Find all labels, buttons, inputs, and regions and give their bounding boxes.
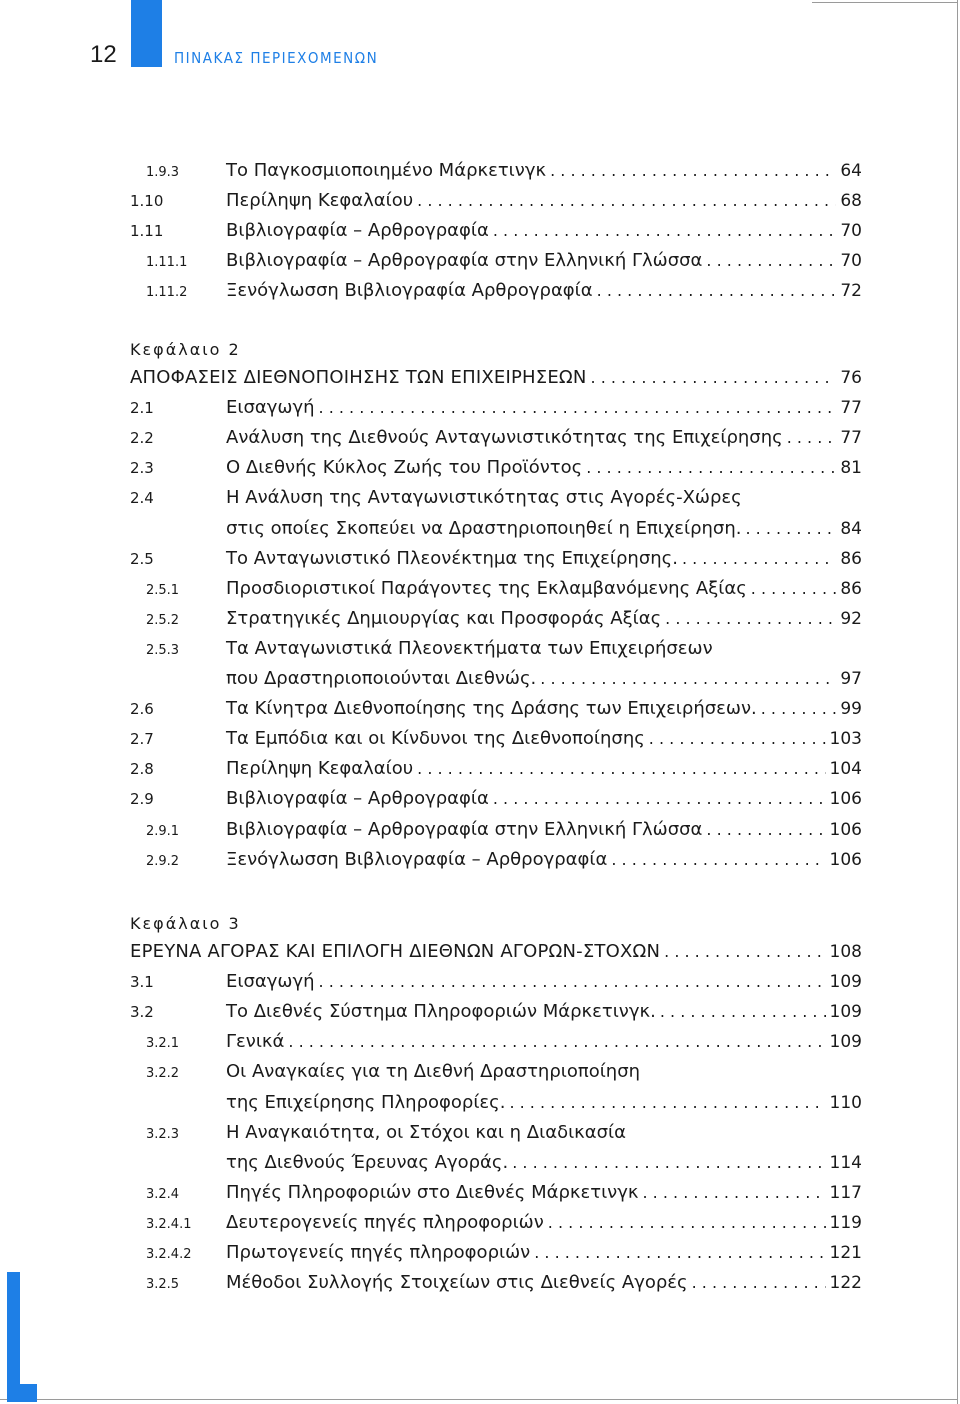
dot-leader	[512, 1148, 825, 1178]
toc-entry	[130, 216, 862, 246]
entry-title: Περίληψη Κεφαλαίου	[226, 190, 414, 212]
toc-entry	[130, 1238, 862, 1268]
dot-leader	[586, 453, 836, 483]
entry-page: 84	[840, 518, 862, 539]
dot-leader	[417, 754, 825, 784]
chapter-heading	[130, 363, 862, 393]
dot-leader	[548, 1208, 826, 1238]
entry-title: Η Ανάλυση της Ανταγωνιστικότητας στις Αγορές-Χώρες	[226, 487, 742, 509]
entry-title: Οι Αναγκαίες για τη Διεθνή Δραστηριοποίηση	[226, 1061, 641, 1083]
entry-page: 77	[840, 428, 862, 449]
entry-page: 97	[840, 669, 862, 689]
entry-page: 122	[829, 1273, 862, 1294]
entry-number: 2.5	[130, 549, 154, 568]
entry-page: 104	[829, 759, 862, 780]
entry-title: Βιβλιογραφία – Αρθρογραφία στην Ελληνική Γλώσσα	[226, 250, 703, 272]
entry-number: 3.2.4.1	[146, 1216, 192, 1232]
chapter-heading-page: 76	[840, 368, 862, 388]
dot-leader	[665, 604, 836, 634]
toc-entry	[130, 1027, 862, 1057]
frame-top-line	[812, 2, 958, 3]
toc-entry	[130, 604, 862, 634]
dot-leader	[611, 845, 825, 875]
entry-number: 3.1	[130, 973, 154, 992]
entry-number: 2.9.2	[146, 853, 180, 869]
entry-title: Βιβλιογραφία – Αρθρογραφία	[226, 220, 489, 242]
dot-leader	[319, 967, 826, 997]
entry-title: Ανάλυση της Διεθνούς Ανταγωνιστικότητας της Επιχείρησης	[226, 427, 783, 449]
toc-entry	[130, 186, 862, 216]
dot-leader	[540, 664, 836, 694]
entry-page: 110	[829, 1092, 862, 1113]
entry-title: Η Αναγκαιότητα, οι Στόχοι και η Διαδικασία	[226, 1121, 627, 1143]
toc-entry	[130, 276, 862, 306]
entry-page: 99	[840, 699, 862, 720]
entry-page: 114	[829, 1152, 862, 1173]
entry-number: 2.1	[130, 399, 154, 418]
entry-number: 1.10	[130, 192, 164, 211]
entry-page: 103	[829, 729, 862, 750]
dot-leader	[319, 393, 837, 423]
entry-page: 86	[840, 578, 862, 599]
toc-entry	[130, 574, 862, 604]
entry-number: 1.11.2	[146, 285, 188, 301]
entry-number: 2.5.1	[146, 582, 180, 598]
dot-leader	[787, 423, 837, 453]
entry-number: 2.3	[130, 459, 154, 478]
toc-entry	[130, 1057, 862, 1087]
toc-entry	[130, 815, 862, 845]
toc-entry	[130, 483, 862, 513]
toc-entry	[130, 784, 862, 814]
dot-leader	[706, 246, 836, 276]
dot-leader	[643, 1178, 826, 1208]
dot-leader	[761, 694, 837, 724]
corner-accent-horizontal	[7, 1384, 37, 1402]
entry-page: 109	[829, 1032, 862, 1053]
chapter-heading	[130, 937, 862, 967]
dot-leader	[751, 574, 837, 604]
chapter-label: Κεφάλαιο 2	[130, 340, 241, 359]
frame-bottom-line	[0, 1399, 958, 1400]
dot-leader	[597, 276, 837, 306]
entry-title: Τα Κίνητρα Διεθνοποίησης της Δράσης των Επιχειρήσεων.	[226, 698, 757, 720]
chapter-heading-page: 108	[829, 942, 862, 962]
entry-title: Πηγές Πληροφοριών στο Διεθνές Μάρκετινγκ	[226, 1181, 639, 1203]
toc-entry	[130, 423, 862, 453]
entry-title: Ξενόγλωσση Βιβλιογραφία – Αρθρογραφία	[226, 848, 608, 870]
dot-leader	[591, 363, 837, 393]
dot-leader	[534, 1238, 825, 1268]
entry-title: Πρωτογενείς πηγές πληροφοριών	[226, 1242, 531, 1263]
entry-title: Το Παγκοσμιοποιημένο Μάρκετινγκ	[226, 160, 547, 181]
dot-leader	[692, 1268, 826, 1298]
entry-title: Το Διεθνές Σύστημα Πληροφοριών Μάρκετινγκ.	[226, 1001, 656, 1023]
entry-title: Ξενόγλωσση Βιβλιογραφία Αρθρογραφία	[226, 280, 593, 302]
entry-number: 3.2.4.2	[146, 1247, 192, 1262]
entry-page: 92	[840, 608, 862, 629]
entry-page: 109	[829, 972, 862, 993]
entry-page: 81	[840, 458, 862, 479]
entry-number: 3.2.5	[146, 1277, 180, 1293]
dot-leader	[682, 544, 836, 574]
toc-entry	[130, 1178, 862, 1208]
page-number: 12	[90, 41, 117, 68]
chapter-label: Κεφάλαιο 3	[130, 914, 241, 933]
dot-leader	[509, 1088, 825, 1118]
dot-leader	[493, 784, 826, 814]
entry-title: Δευτερογενείς πηγές πληροφοριών	[226, 1211, 544, 1233]
toc-entry	[130, 694, 862, 724]
dot-leader	[664, 937, 825, 967]
dot-leader	[493, 216, 836, 246]
header-title: ΠΙΝΑΚΑΣ ΠΕΡΙΕΧΟΜΕΝΩΝ	[174, 49, 379, 67]
entry-number: 2.4	[130, 489, 154, 508]
entry-number: 2.6	[130, 700, 154, 719]
toc-entry	[130, 1118, 862, 1148]
entry-page: 119	[829, 1212, 862, 1233]
entry-number: 1.9.3	[146, 165, 180, 180]
toc-entry	[130, 1268, 862, 1298]
entry-number: 2.2	[130, 429, 154, 448]
entry-number: 3.2.3	[146, 1126, 180, 1142]
entry-title: Προσδιοριστικοί Παράγοντες της Εκλαμβανόμενης Αξίας	[226, 577, 747, 599]
toc-entry	[130, 997, 862, 1027]
dot-leader	[288, 1027, 825, 1057]
toc-entry	[130, 544, 862, 574]
entry-page: 121	[829, 1243, 862, 1263]
chapter-heading-title: ΕΡΕΥΝΑ ΑΓΟΡΑΣ ΚΑΙ ΕΠΙΛΟΓΗ ΔΙΕΘΝΩΝ ΑΓΟΡΩΝ-ΣΤΟΧΩΝ	[130, 941, 661, 962]
entry-number: 2.5.3	[146, 642, 180, 658]
entry-page: 70	[840, 251, 862, 272]
toc-entry	[130, 634, 862, 664]
dot-leader	[660, 997, 826, 1027]
entry-title: Ο Διεθνής Κύκλος Ζωής του Προϊόντος	[226, 457, 583, 479]
frame-right-line	[957, 0, 958, 1404]
entry-number: 2.8	[130, 760, 154, 779]
entry-number: 1.11	[130, 222, 164, 241]
dot-leader	[550, 156, 836, 186]
toc-entry	[130, 664, 862, 694]
entry-number: 3.2.2	[146, 1066, 180, 1082]
entry-page: 109	[829, 1002, 862, 1023]
entry-title: της Επιχείρησης Πληροφορίες.	[226, 1091, 506, 1113]
entry-page: 86	[840, 548, 862, 569]
toc-entry	[130, 724, 862, 754]
entry-page: 106	[829, 789, 862, 810]
entry-page: 117	[829, 1182, 862, 1203]
toc-entry	[130, 845, 862, 875]
toc-entry	[130, 246, 862, 276]
toc-entry	[130, 156, 862, 186]
toc-entry	[130, 453, 862, 483]
entry-number: 2.5.2	[146, 612, 180, 628]
toc-entry	[130, 1088, 862, 1118]
entry-number: 3.2.1	[146, 1036, 180, 1052]
entry-title: Τα Ανταγωνιστικά Πλεονεκτήματα των Επιχειρήσεων	[226, 637, 713, 659]
entry-number: 1.11.1	[146, 255, 188, 271]
chapter-heading-title: ΑΠΟΦΑΣΕΙΣ ΔΙΕΘΝΟΠΟΙΗΣΗΣ ΤΩΝ ΕΠΙΧΕΙΡΗΣΕΩΝ	[130, 367, 587, 388]
entry-page: 70	[840, 221, 862, 242]
dot-leader	[745, 514, 836, 544]
entry-page: 106	[829, 849, 862, 870]
entry-page: 106	[829, 819, 862, 840]
entry-number: 3.2	[130, 1003, 154, 1022]
entry-number: 2.9.1	[146, 823, 180, 839]
entry-page: 68	[840, 191, 862, 212]
entry-number: 3.2.4	[146, 1186, 180, 1202]
entry-number: 2.9	[130, 790, 154, 809]
entry-title: Το Ανταγωνιστικό Πλεονέκτημα της Επιχείρησης.	[226, 547, 678, 569]
entry-page: 72	[840, 281, 862, 302]
dot-leader	[706, 815, 825, 845]
toc-entry	[130, 1208, 862, 1238]
toc-entry	[130, 1148, 862, 1178]
entry-page: 64	[840, 161, 862, 181]
entry-page: 77	[840, 398, 862, 419]
entry-title: Στρατηγικές Δημιουργίας και Προσφοράς Αξίας	[226, 607, 662, 629]
toc-entry	[130, 754, 862, 784]
corner-accent-vertical	[7, 1272, 20, 1402]
entry-title: Τα Εμπόδια και οι Κίνδυνοι της Διεθνοποίησης	[226, 728, 645, 750]
entry-title: που Δραστηριοποιούνται Διεθνώς.	[226, 668, 537, 689]
toc-entry	[130, 514, 862, 544]
entry-title: Περίληψη Κεφαλαίου	[226, 758, 414, 780]
toc-entry	[130, 967, 862, 997]
entry-title: Βιβλιογραφία – Αρθρογραφία	[226, 788, 489, 810]
entry-title: Εισαγωγή	[226, 397, 315, 419]
entry-title: στις οποίες Σκοπεύει να Δραστηριοποιηθεί η Επιχείρηση.	[226, 517, 742, 539]
entry-title: της Διεθνούς Έρευνας Αγοράς.	[226, 1151, 509, 1173]
header-accent-tab	[131, 0, 162, 67]
dot-leader	[417, 186, 836, 216]
dot-leader	[649, 724, 826, 754]
entry-title: Γενικά	[226, 1031, 285, 1053]
entry-title: Βιβλιογραφία – Αρθρογραφία στην Ελληνική Γλώσσα	[226, 818, 703, 840]
entry-title: Εισαγωγή	[226, 971, 315, 993]
entry-title: Μέθοδοι Συλλογής Στοιχείων στις Διεθνείς Αγορές	[226, 1272, 688, 1294]
entry-number: 2.7	[130, 730, 154, 749]
toc-entry	[130, 393, 862, 423]
